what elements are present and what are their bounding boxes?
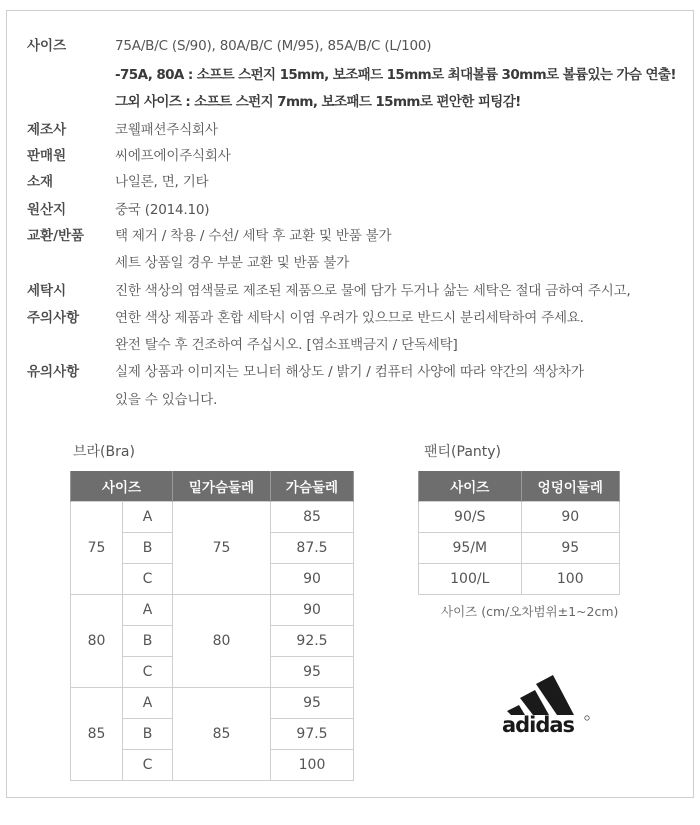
bra-band-cell: 85 <box>71 687 123 780</box>
table-row <box>71 501 354 532</box>
info-value: 75A/B/C (S/90), 80A/B/C (M/95), 85A/B/C (L/100) <box>115 38 432 54</box>
bra-cup-cell: A <box>123 687 173 718</box>
adidas-performance-logo-icon <box>485 667 597 739</box>
bra-bust-cell: 97.5 <box>271 718 354 749</box>
bra-band-cell: 80 <box>71 594 123 687</box>
table-row <box>71 687 354 718</box>
info-label: 제조사 <box>27 122 67 138</box>
bra-header-underbust: 밑가슴둘레 <box>173 471 271 501</box>
panty-table-title: 팬티(Panty) <box>424 444 502 460</box>
table-row <box>419 501 620 532</box>
bra-bust-cell: 90 <box>271 594 354 625</box>
info-value: 코웰패션주식회사 <box>115 122 218 138</box>
info-label: 유의사항 <box>27 364 80 380</box>
bra-cup-cell: B <box>123 532 173 563</box>
bra-cup-cell: C <box>123 656 173 687</box>
panty-size-cell: 90/S <box>419 501 522 532</box>
info-label: 원산지 <box>27 202 67 218</box>
panty-size-caption: 사이즈 (cm/오차범위±1~2cm) <box>441 604 619 619</box>
table-row <box>419 563 620 594</box>
bra-bust-cell: 90 <box>271 563 354 594</box>
info-value: 세트 상품일 경우 부분 교환 및 반품 불가 <box>115 255 350 271</box>
panty-size-cell: 95/M <box>419 532 522 563</box>
panty-header-hip: 엉덩이둘레 <box>521 471 619 501</box>
info-label: 소재 <box>27 174 54 190</box>
bra-cup-cell: C <box>123 563 173 594</box>
bra-underbust-cell: 85 <box>173 687 271 780</box>
bra-bust-cell: 92.5 <box>271 625 354 656</box>
panty-size-table <box>418 471 620 595</box>
bra-cup-cell: A <box>123 594 173 625</box>
info-label: 주의사항 <box>27 310 80 326</box>
bra-size-table <box>70 471 354 781</box>
info-label: 세탁시 <box>27 283 67 299</box>
info-value: 그외 사이즈 : 소프트 스펀지 7mm, 보조패드 15mm로 편안한 피팅감! <box>115 94 521 110</box>
bra-bust-cell: 95 <box>271 687 354 718</box>
info-label: 판매원 <box>27 148 67 164</box>
bra-cup-cell: A <box>123 501 173 532</box>
table-row <box>419 532 620 563</box>
info-value: 택 제거 / 착용 / 수선/ 세탁 후 교환 및 반품 불가 <box>115 228 392 244</box>
bra-table-title: 브라(Bra) <box>73 444 135 460</box>
info-value: 씨에프에이주식회사 <box>115 148 231 164</box>
adidas-wordmark: adidas <box>501 713 575 737</box>
panty-hip-cell: 100 <box>521 563 619 594</box>
panty-size-cell: 100/L <box>419 563 522 594</box>
bra-underbust-cell: 75 <box>173 501 271 594</box>
bra-cup-cell: B <box>123 625 173 656</box>
bra-cup-cell: B <box>123 718 173 749</box>
info-label: 교환/반품 <box>27 228 85 244</box>
bra-header-bust: 가슴둘레 <box>271 471 354 501</box>
bra-underbust-cell: 80 <box>173 594 271 687</box>
info-label: 사이즈 <box>27 38 67 54</box>
panty-header-size: 사이즈 <box>419 471 522 501</box>
info-value: 연한 색상 제품과 혼합 세탁시 이염 우려가 있으므로 반드시 분리세탁하여 주세요. <box>115 310 584 326</box>
info-value: 있을 수 있습니다. <box>115 392 218 408</box>
panty-hip-cell: 90 <box>521 501 619 532</box>
bra-bust-cell: 100 <box>271 749 354 780</box>
bra-header-size: 사이즈 <box>71 471 173 501</box>
info-value: 나일론, 면, 기타 <box>115 174 209 190</box>
bra-cup-cell: C <box>123 749 173 780</box>
panty-hip-cell: 95 <box>521 532 619 563</box>
info-value: -75A, 80A : 소프트 스펀지 15mm, 보조패드 15mm로 최대볼륨 30mm로 볼륨있는 가슴 연출! <box>115 67 676 83</box>
bra-bust-cell: 85 <box>271 501 354 532</box>
bra-band-cell: 75 <box>71 501 123 594</box>
info-value: 완전 탈수 후 건조하여 주십시오. [염소표백금지 / 단독세탁] <box>115 337 458 353</box>
info-value: 중국 (2014.10) <box>115 202 210 218</box>
table-row <box>71 594 354 625</box>
bra-bust-cell: 87.5 <box>271 532 354 563</box>
info-value: 실제 상품과 이미지는 모니터 해상도 / 밝기 / 컴퓨터 사양에 따라 약간의 색상차가 <box>115 364 584 380</box>
bra-bust-cell: 95 <box>271 656 354 687</box>
info-value: 진한 색상의 염색물로 제조된 제품으로 물에 담가 두거나 삶는 세탁은 절대 금하여 주시고, <box>115 283 631 299</box>
product-info-panel <box>6 10 694 798</box>
